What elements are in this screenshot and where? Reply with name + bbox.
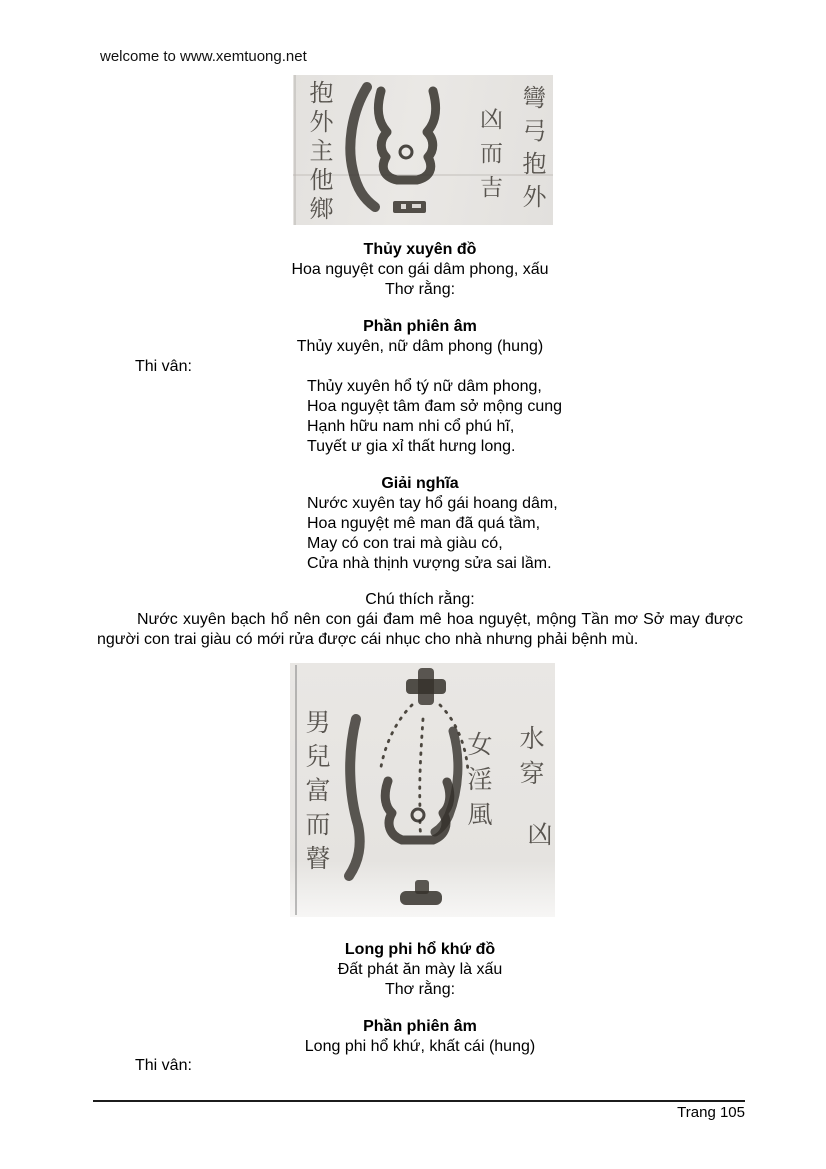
figure1-caption-right: 彎弓抱外	[518, 85, 546, 217]
section2-phien-am-heading: Phần phiên âm	[363, 1018, 477, 1035]
section1-phien-am-heading: Phần phiên âm	[363, 318, 477, 335]
section2-tho-rang: Thơ rằng:	[384, 981, 456, 998]
section1-chu-thich-heading: Chú thích rằng:	[365, 591, 475, 608]
footer-divider	[93, 1100, 745, 1102]
figure2-caption-middle: 女淫風	[464, 731, 493, 836]
section1-thi-van: Thi vân:	[135, 358, 192, 375]
poem-line: Hoa nguyệt tâm đam sở mộng cung	[307, 398, 563, 415]
section1-title: Thủy xuyên đồ	[363, 241, 477, 258]
poem-line: Tuyết ư gia xỉ thất hưng long.	[307, 438, 516, 455]
section1-phien-am-text: Thủy xuyên, nữ dâm phong (hung)	[296, 338, 544, 355]
section2-title: Long phi hổ khứ đồ	[344, 941, 496, 958]
figure1-caption-middle: 凶而吉	[476, 107, 502, 209]
section1-tho-rang: Thơ rằng:	[384, 281, 456, 298]
section2-thi-van: Thi vân:	[135, 1057, 192, 1074]
page-number: Trang 105	[677, 1104, 745, 1121]
scan-figure-thuy-xuyen	[293, 75, 553, 225]
giai-nghia-line: Nước xuyên tay hổ gái hoang dâm,	[307, 495, 558, 512]
section1-subtitle: Hoa nguyệt con gái dâm phong, xấu	[291, 261, 549, 278]
figure2-caption-right-bottom: 凶	[524, 821, 553, 846]
figure2-caption-left: 男兒富而瞽	[302, 709, 331, 879]
poem-line: Thủy xuyên hổ tý nữ dâm phong,	[307, 378, 542, 395]
poem-line: Hạnh hữu nam nhi cổ phú hĩ,	[307, 418, 515, 435]
giai-nghia-line: May có con trai mà giàu có,	[307, 535, 503, 552]
giai-nghia-line: Hoa nguyệt mê man đã quá tầm,	[307, 515, 541, 532]
header-text: welcome to www.xemtuong.net	[100, 48, 307, 65]
section1-giai-nghia-heading: Giải nghĩa	[381, 475, 459, 492]
figure2-caption-right-top: 水穿	[516, 725, 545, 795]
figure1-caption-left: 抱外主他鄉	[305, 80, 333, 225]
section1-chu-thich-paragraph: Nước xuyên bạch hổ nên con gái đam mê hoa nguyệt, mộng Tần mơ Sở may được người con trai giàu có mới rửa được cái nhục cho nhà nhưng phải bệnh mù.	[97, 611, 743, 648]
giai-nghia-line: Cửa nhà thịnh vượng sửa sai lầm.	[307, 555, 552, 572]
section2-phien-am-text: Long phi hổ khứ, khất cái (hung)	[304, 1038, 536, 1055]
scan-figure-long-phi-ho-khu	[290, 663, 555, 917]
section2-subtitle: Đất phát ăn mày là xấu	[337, 961, 503, 978]
